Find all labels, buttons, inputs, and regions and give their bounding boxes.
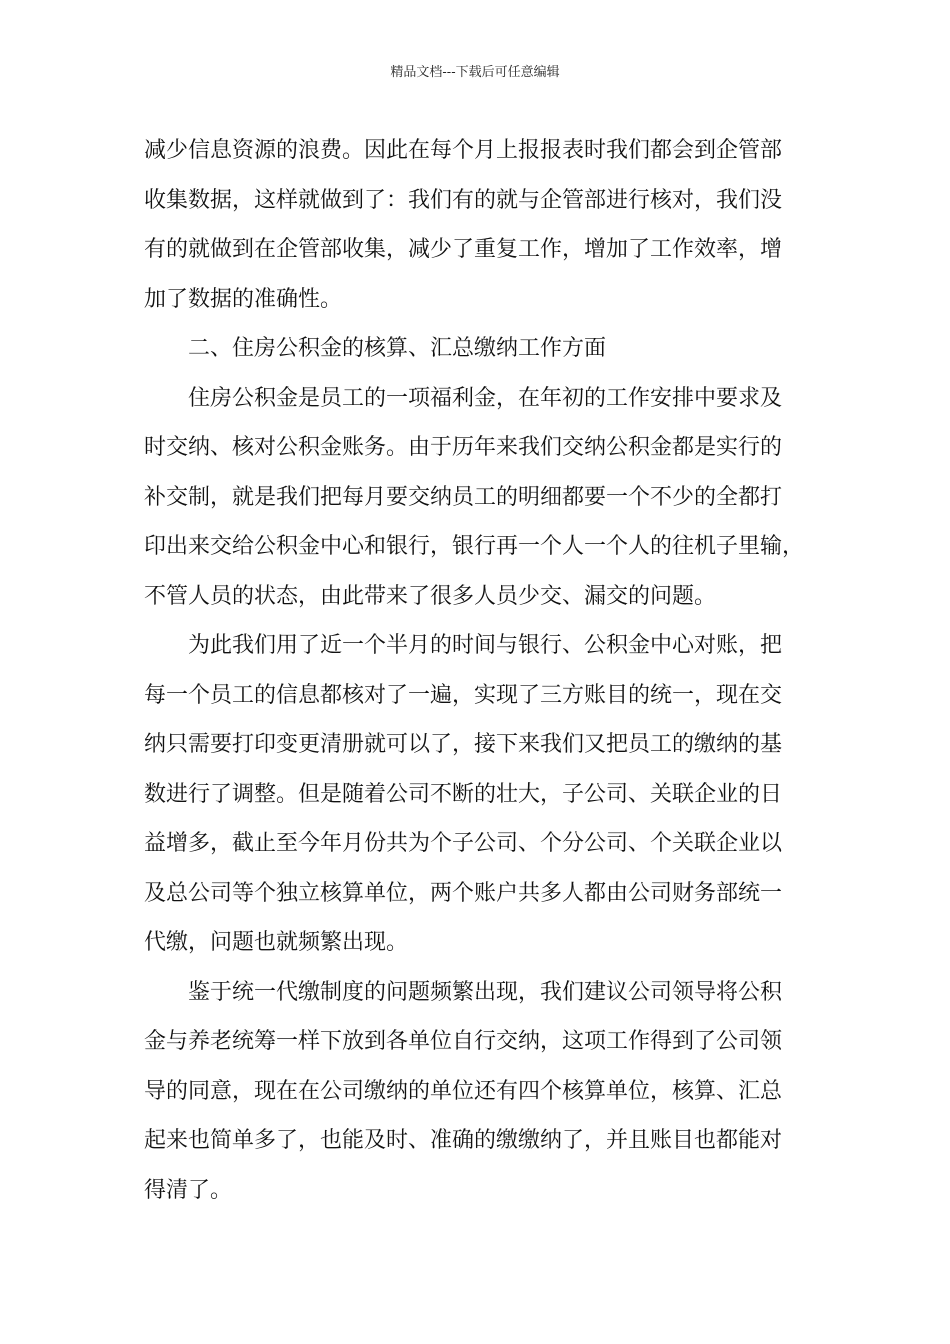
text-line: 收集数据，这样就做到了：我们有的就与企管部进行核对，我们没: [144, 187, 783, 213]
document-body: [144, 126, 806, 1215]
text-line: 每一个员工的信息都核对了一遍，实现了三方账目的统一，现在交: [144, 682, 783, 708]
text-line: 纳只需要打印变更清册就可以了，接下来我们又把员工的缴纳的基: [144, 732, 783, 757]
text-line: 不管人员的状态，由此带来了很多人员少交、漏交的问题。: [144, 583, 717, 609]
text-line: 数进行了调整。但是随着公司不断的壮大，子公司、关联企业的日: [144, 781, 783, 807]
text-line: 时交纳、核对公积金账务。由于历年来我们交纳公积金都是实行的: [144, 435, 783, 460]
text-line: 得清了。: [144, 1177, 233, 1203]
section-heading: 二、住房公积金的核算、汇总缴纳工作方面: [188, 336, 607, 361]
text-line: 有的就做到在企管部收集，减少了重复工作，增加了工作效率，增: [144, 237, 783, 262]
text-line: 加了数据的准确性。: [144, 286, 343, 312]
page-header: 精品文档---下载后可任意编辑: [390, 65, 560, 80]
text-line: 益增多，截止至今年月份共为个子公司、个分公司、个关联企业以: [144, 831, 783, 856]
text-line: 补交制，就是我们把每月要交纳员工的明细都要一个不少的全都打: [144, 484, 783, 510]
text-line: 为此我们用了近一个半月的时间与银行、公积金中心对账，把: [188, 633, 783, 658]
text-line: 减少信息资源的浪费。因此在每个月上报报表时我们都会到企管部: [144, 138, 783, 163]
text-line: 住房公积金是员工的一项福利金，在年初的工作安排中要求及: [188, 385, 783, 411]
text-line: 鉴于统一代缴制度的问题频繁出现，我们建议公司领导将公积: [188, 979, 783, 1005]
text-line: 起来也简单多了，也能及时、准确的缴缴纳了，并且账目也都能对: [144, 1128, 783, 1153]
text-line: 印出来交给公积金中心和银行，银行再一个人一个人的往机子里输，: [144, 534, 805, 559]
text-line: 及总公司等个独立核算单位，两个账户共多人都由公司财务部统一: [144, 880, 783, 906]
text-line: 金与养老统筹一样下放到各单位自行交纳，这项工作得到了公司领: [144, 1029, 783, 1054]
text-line: 导的同意，现在在公司缴纳的单位还有四个核算单位，核算、汇总: [144, 1078, 783, 1104]
text-line: 代缴，问题也就频繁出现。: [144, 930, 409, 955]
